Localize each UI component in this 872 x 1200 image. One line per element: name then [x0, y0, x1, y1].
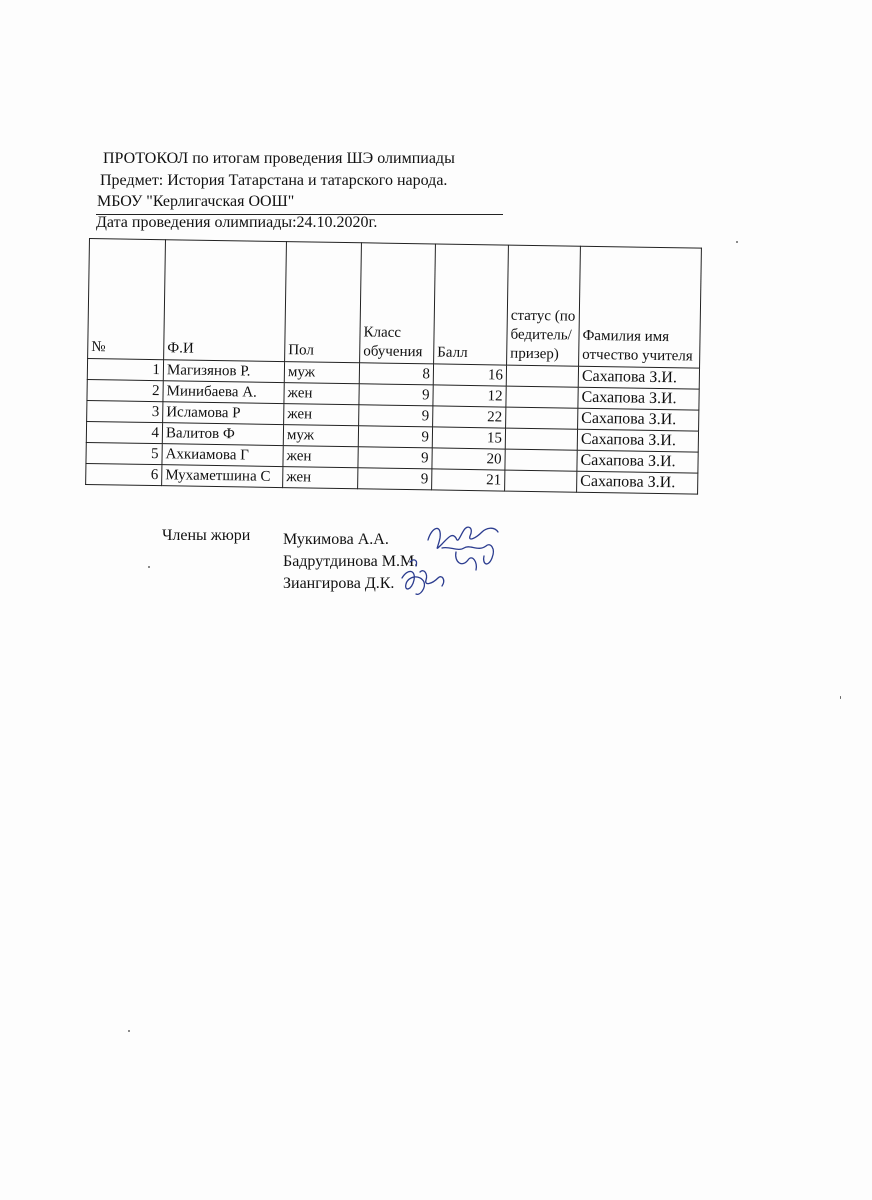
olympiad-date: Дата проведения олимпиады:24.10.2020г.: [96, 214, 378, 231]
cell-teacher: Сахапова З.И.: [577, 429, 698, 452]
cell-grade: 9: [358, 468, 432, 490]
cell-score: 16: [433, 364, 506, 386]
jury-member: Зиангирова Д.К.: [283, 575, 395, 592]
cell-status: [505, 470, 577, 492]
col-header-name: Ф.И: [164, 240, 287, 362]
cell-status: [506, 386, 578, 408]
col-header-status: статус (победитель/призер): [507, 245, 581, 366]
cell-number: 2: [87, 379, 163, 401]
cell-status: [505, 449, 577, 471]
cell-teacher: Сахапова З.И.: [578, 366, 699, 389]
cell-grade: 9: [358, 426, 432, 448]
cell-name: Исламова Р: [163, 402, 284, 425]
cell-gender: муж: [283, 425, 358, 447]
cell-status: [505, 428, 577, 450]
cell-name: Мухаметшина С: [162, 465, 283, 488]
cell-status: [506, 407, 578, 429]
jury-member: Бадрутдинова М.М.: [283, 553, 419, 570]
cell-gender: муж: [284, 362, 359, 384]
cell-teacher: Сахапова З.И.: [577, 450, 698, 473]
cell-name: Магизянов Р.: [163, 360, 284, 383]
cell-score: 22: [433, 406, 506, 428]
jury-member: Мукимова А.А.: [283, 531, 389, 548]
col-header-score: Балл: [434, 244, 509, 365]
cell-number: 5: [86, 442, 162, 464]
table-header-row: [88, 239, 702, 369]
cell-score: 20: [432, 448, 505, 470]
cell-status: [506, 365, 578, 387]
results-table: [85, 238, 702, 495]
cell-score: 12: [433, 385, 506, 407]
cell-number: 3: [87, 400, 163, 422]
col-header-teacher: Фамилия имя отчество учителя: [579, 246, 702, 368]
cell-number: 4: [86, 421, 162, 443]
school-name: МБОУ "Керлигачская ООШ": [97, 193, 295, 210]
cell-grade: 9: [359, 405, 433, 427]
cell-name: Минибаева А.: [163, 381, 284, 404]
col-header-number: №: [88, 239, 166, 360]
cell-teacher: Сахапова З.И.: [578, 387, 699, 410]
jury-label: Члены жюри: [162, 527, 251, 544]
cell-name: Валитов Ф: [162, 423, 283, 446]
cell-name: Ахкиамова Г: [162, 444, 283, 467]
cell-grade: 9: [359, 384, 433, 406]
scan-speck: [736, 241, 738, 243]
scan-speck: [840, 696, 841, 699]
scan-speck: [148, 566, 150, 568]
cell-number: 1: [87, 358, 163, 380]
subject-line: Предмет: История Татарстана и татарского народа.: [100, 172, 448, 189]
col-header-grade: Класс обучения: [360, 243, 436, 364]
col-header-gender: Пол: [285, 242, 362, 363]
cell-gender: жен: [283, 446, 358, 468]
cell-gender: жен: [283, 467, 358, 489]
handwritten-signature-icon: [398, 518, 508, 600]
cell-gender: жен: [284, 404, 359, 426]
cell-grade: 8: [359, 363, 433, 385]
cell-grade: 9: [358, 447, 432, 469]
cell-gender: жен: [284, 383, 359, 405]
cell-score: 21: [432, 469, 505, 491]
cell-number: 6: [86, 463, 162, 485]
scan-speck: [128, 1030, 130, 1032]
cell-teacher: Сахапова З.И.: [577, 471, 698, 494]
cell-teacher: Сахапова З.И.: [578, 408, 699, 431]
cell-score: 15: [432, 427, 505, 449]
protocol-title: ПРОТОКОЛ по итогам проведения ШЭ олимпиады: [103, 150, 455, 167]
